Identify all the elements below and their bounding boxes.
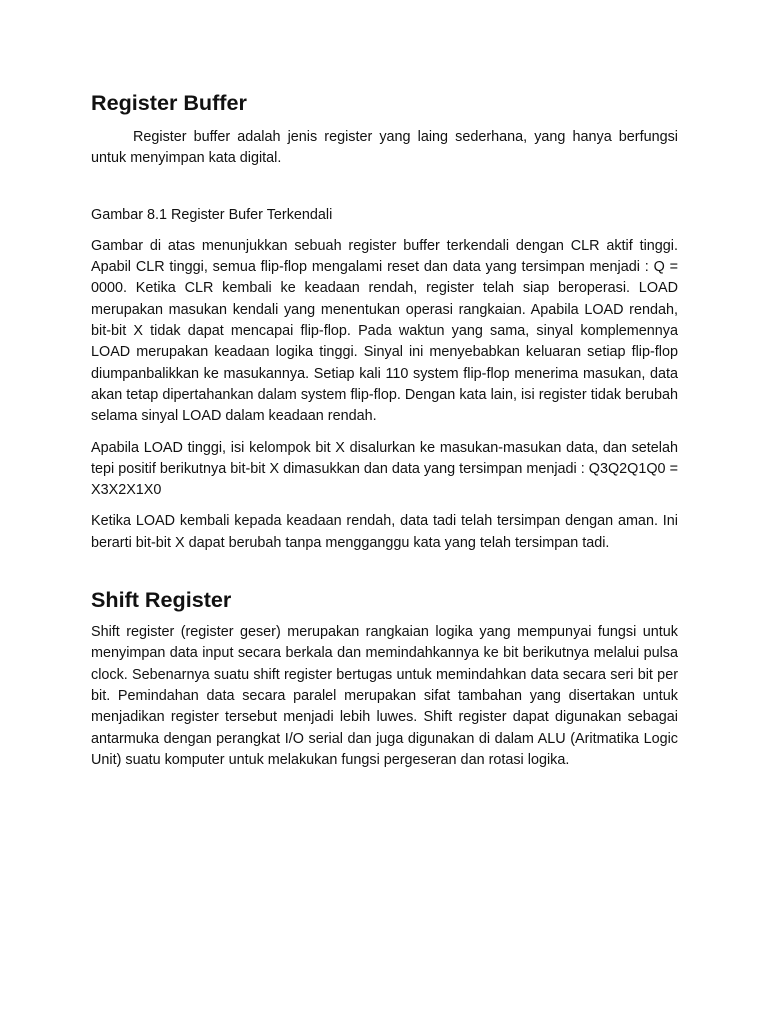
body-paragraph-3: Ketika LOAD kembali kepada keadaan rendah, data tadi telah tersimpan dengan aman. Ini berarti bit-bit X dapat berubah tanpa mengganggu kata yang telah tersimpan tadi. — [91, 513, 678, 551]
section-heading-register-buffer: Register Buffer — [91, 90, 247, 115]
body-paragraph-4: Shift register (register geser) merupakan rangkaian logika yang mempunyai fungsi untuk menyimpan data input secara berkala dan memindahkannya ke bit berikutnya melalui pulsa clock. Sebenarnya suatu shift register bertugas untuk memindahkan data secara seri bit per bit. Pemindahan data secara paralel merupakan sifat tambahan yang disertakan untuk menjadikan register tersebut menjadi lebih luwes. Shift register dapat digunakan sebagai antarmuka dengan perangkat I/O serial dan juga digunakan di dalam ALU (Aritmatika Logic Unit) suatu komputer untuk melakukan fungsi pergeseran dan rotasi logika. — [91, 624, 678, 768]
body-paragraph-1: Gambar di atas menunjukkan sebuah register buffer terkendali dengan CLR aktif tinggi. Apabil CLR tinggi, semua flip-flop mengalami reset dan data yang tersimpan menjadi : Q = 0000. Ketika CLR kembali ke keadaan rendah, register telah siap beroperasi. LOAD merupakan masukan kendali yang menentukan operasi rangkaian. Apabila LOAD rendah, bit-bit X tidak dapat mencapai flip-flop. Pada waktun yang sama, sinyal komplemennya LOAD merupakan keadaan logika tinggi. Sinyal ini menyebabkan keluaran setiap flip-flop diumpanbalikkan ke masukannya. Setiap kali 110 system flip-flop menerima masukan, data akan tetap dipertahankan dalam system flip-flop. Dengan kata lain, isi register tidak berubah selama sinyal LOAD dalam keadaan rendah. — [91, 237, 678, 425]
document-body — [91, 92, 678, 771]
intro-paragraph: Register buffer adalah jenis register yang laing sederhana, yang hanya berfungsi untuk menyimpan kata digital. — [91, 129, 678, 167]
body-paragraph-2: Apabila LOAD tinggi, isi kelompok bit X disalurkan ke masukan-masukan data, dan setelah tepi positif berikutnya bit-bit X dimasukkan dan data yang tersimpan menjadi : Q3Q2Q1Q0 = X3X2X1X0 — [91, 439, 678, 499]
figure-caption: Gambar 8.1 Register Bufer Terkendali — [91, 206, 333, 223]
section-heading-shift-register: Shift Register — [91, 587, 232, 613]
